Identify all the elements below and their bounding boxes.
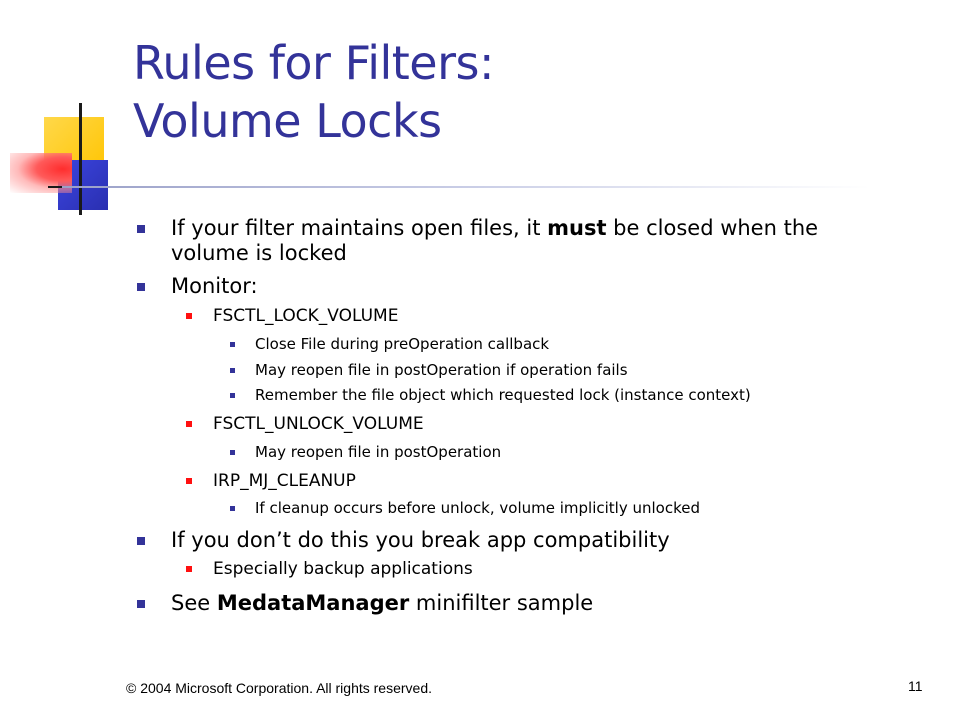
list-item-text: See	[171, 591, 217, 615]
title-line-2: Volume Locks	[133, 94, 442, 148]
bullet-marker	[186, 421, 192, 427]
bullet-marker	[137, 283, 145, 291]
list-item-continuation: volume is locked	[171, 241, 347, 265]
bullet-marker	[137, 600, 145, 608]
list-item: Close File during preOperation callback	[255, 335, 550, 353]
bullet-marker	[186, 478, 192, 484]
list-item: FSCTL_LOCK_VOLUME	[213, 306, 399, 326]
slide-title	[133, 34, 494, 150]
list-item: Remember the file object which requested lock (instance context)	[255, 386, 751, 404]
bullet-marker	[230, 506, 235, 511]
bullet-marker	[137, 225, 145, 233]
list-item-text: be closed when the	[606, 216, 819, 240]
title-line-1: Rules for Filters:	[133, 36, 494, 90]
bullet-marker	[230, 393, 235, 398]
bullet-marker	[186, 566, 192, 572]
copyright-footer: © 2004 Microsoft Corporation. All rights reserved.	[126, 680, 433, 696]
list-item	[171, 591, 593, 615]
bullet-marker	[230, 342, 235, 347]
bullet-marker	[137, 537, 145, 545]
list-item: May reopen file in postOperation	[255, 443, 502, 461]
bullet-marker	[230, 368, 235, 373]
emphasis-text: MedataManager	[216, 591, 410, 615]
list-item: If cleanup occurs before unlock, volume implicitly unlocked	[255, 499, 700, 517]
list-item-text: If your filter maintains open files, it	[171, 216, 548, 240]
list-item	[171, 216, 818, 240]
title-underline	[62, 186, 870, 188]
list-item: IRP_MJ_CLEANUP	[213, 471, 356, 491]
list-item: Monitor:	[171, 274, 258, 298]
list-item: If you don’t do this you break app compatibility	[171, 528, 670, 552]
list-item-text: minifilter sample	[409, 591, 594, 615]
list-item: Especially backup applications	[213, 559, 473, 579]
bullet-marker	[230, 450, 235, 455]
list-item: May reopen file in postOperation if operation fails	[255, 361, 628, 379]
emphasis-text: must	[547, 216, 607, 240]
page-number: 11	[908, 678, 923, 694]
bullet-marker	[186, 313, 192, 319]
list-item: FSCTL_UNLOCK_VOLUME	[213, 414, 424, 434]
decor-vertical-line	[79, 103, 82, 215]
